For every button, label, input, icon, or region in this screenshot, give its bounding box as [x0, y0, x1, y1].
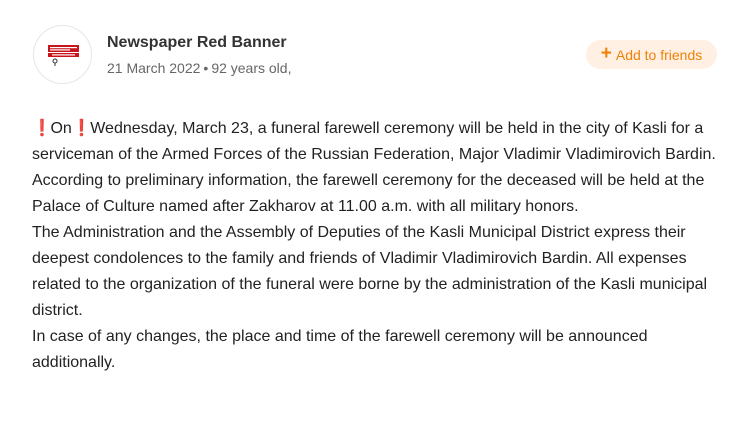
plus-icon: + — [600, 43, 612, 64]
author-age: 92 years old, — [211, 60, 292, 76]
post-paragraph-1 — [32, 116, 722, 168]
avatar[interactable] — [33, 25, 92, 84]
post-paragraph-2: According to preliminary information, the farewell ceremony for the deceased will be held at the Palace of Culture named after Zakharov at 11.00 a.m. with all military honors. — [32, 172, 705, 215]
author-name[interactable]: Newspaper Red Banner — [107, 34, 287, 51]
post-paragraph-4: In case of any changes, the place and time of the farewell ceremony will be announced additionally. — [32, 328, 648, 371]
add-to-friends-button[interactable] — [586, 40, 717, 69]
newspaper-logo-icon — [34, 26, 92, 84]
post-date: 21 March 2022 — [107, 60, 201, 76]
exclamation-icon: ❗ — [71, 120, 92, 137]
post-paragraph-1-rest: Wednesday, March 23, a funeral farewell ceremony will be held in the city of Kasli for a serviceman of the Armed Forces of the Russian Federation, Major Vladimir Vladimirovich Bardin. — [32, 120, 716, 163]
meta-separator: • — [203, 60, 209, 76]
post-paragraph-3: The Administration and the Assembly of Deputies of the Kasli Municipal District express their deepest condolences to the family and friends of Vladimir Vladimirovich Bardin. All expenses related to the organization of the funeral were borne by the administration of the Kasli municipal district. — [32, 224, 708, 319]
exclamation-icon: ❗ — [32, 120, 52, 137]
post-lead-word: On — [50, 120, 72, 137]
post-text — [32, 116, 722, 376]
post-meta — [107, 60, 291, 76]
add-to-friends-label: Add to friends — [615, 46, 703, 63]
